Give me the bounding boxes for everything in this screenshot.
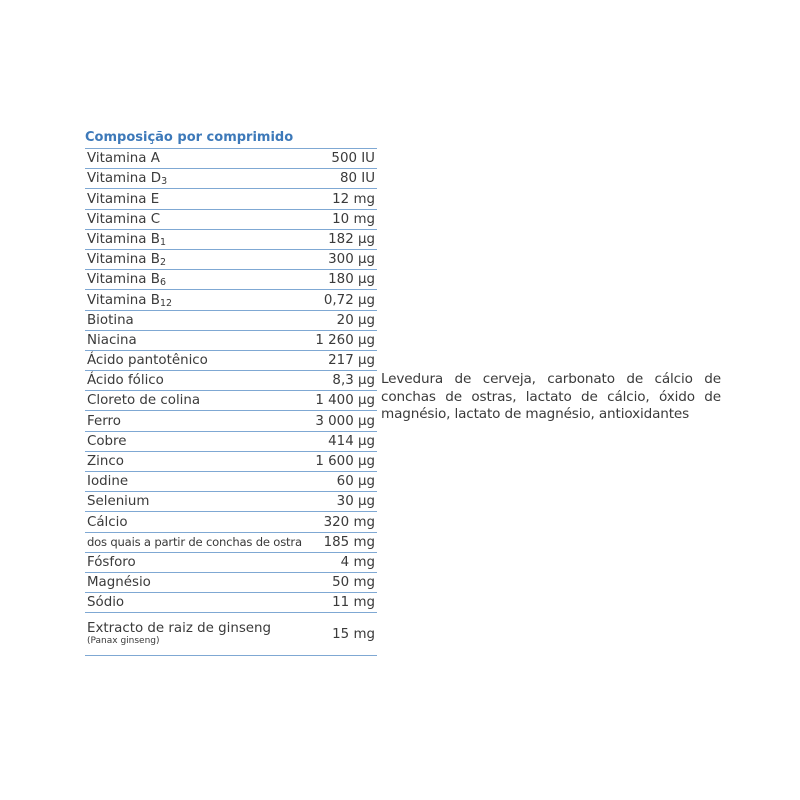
nutrient-amount: 50 mg <box>332 575 375 591</box>
table-row <box>85 552 377 572</box>
table-row <box>85 410 377 430</box>
table-row <box>85 249 377 269</box>
nutrient-amount: 0,72 µg <box>323 292 375 308</box>
table-row <box>85 289 377 309</box>
nutrient-name: Vitamina A <box>87 151 160 167</box>
nutrient-name: Ferro <box>87 413 121 429</box>
table-row <box>85 491 377 511</box>
nutrient-name: Sódio <box>87 595 125 611</box>
nutrient-amount: 180 µg <box>328 272 375 288</box>
table-row <box>85 592 377 612</box>
nutrient-name: Vitamina $B_2$ <box>87 252 166 269</box>
nutrient-name: Ácido pantotênico <box>87 353 208 369</box>
nutrient-name: Niacina <box>87 332 137 348</box>
nutrient-amount: 3 000 µg <box>315 413 375 429</box>
nutrient-name: Fósforo <box>87 554 136 570</box>
table-row <box>85 471 377 491</box>
nutrient-amount: 60 µg <box>336 474 375 490</box>
nutrient-amount: 8,3 µg <box>332 373 375 389</box>
table-row <box>85 269 377 289</box>
nutrient-name: Biotina <box>87 312 134 328</box>
nutrient-name: Cobre <box>87 433 127 449</box>
nutrient-amount: 414 µg <box>328 433 375 449</box>
nutrient-name: Iodine <box>87 474 129 490</box>
nutrient-name: Zinco <box>87 454 124 469</box>
nutrient-name: Vitamina $D_3$ <box>87 171 168 188</box>
table-row <box>85 370 377 390</box>
composition-table <box>85 128 377 656</box>
table-row <box>85 451 377 471</box>
table-row <box>85 229 377 249</box>
nutrient-name: Vitamina $B_6$ <box>87 272 166 289</box>
nutrient-name: Selenium <box>87 494 150 510</box>
botanical-name: (Panax ginseng) <box>87 636 160 647</box>
nutrient-amount: 300 µg <box>328 252 375 268</box>
nutrient-name: Ácido fólico <box>87 373 164 389</box>
nutrient-amount: 1 400 µg <box>315 393 375 409</box>
nutrient-amount: 1 600 µg <box>315 454 375 469</box>
nutrient-name: dos quais a partir de conchas de ostra <box>87 534 302 549</box>
table-title: Composição por comprimido <box>85 130 294 145</box>
nutrient-amount: 12 mg <box>332 191 375 207</box>
table-row <box>85 209 377 229</box>
nutrient-amount: 182 µg <box>328 231 375 247</box>
nutrient-amount: 217 µg <box>328 353 375 369</box>
nutrient-name: Vitamina $B_{12}$ <box>87 292 173 309</box>
nutrient-amount: 500 IU <box>331 151 375 167</box>
table-row <box>85 330 377 350</box>
nutrient-name: Extracto de raiz de ginseng (Panax ginseng) <box>87 621 272 647</box>
nutrient-name: Cálcio <box>87 514 128 530</box>
nutrient-amount: 20 µg <box>336 312 375 328</box>
table-row <box>85 532 377 552</box>
nutrient-amount: 1 260 µg <box>315 332 375 348</box>
table-row <box>85 431 377 451</box>
nutrient-name: Vitamina C <box>87 211 161 227</box>
nutrient-amount: 320 mg <box>323 514 375 530</box>
nutrient-amount: 30 µg <box>336 494 375 510</box>
nutrient-name: Cloreto de colina <box>87 393 201 409</box>
nutrient-amount: 80 IU <box>339 171 375 187</box>
table-row <box>85 572 377 592</box>
nutrient-amount: 4 mg <box>340 554 375 570</box>
ingredients-text: Levedura de cerveja, carbonato de cálcio de conchas de ostras, lactato de cálcio, óxido de magnésio, lactato de magnésio, antioxidantes <box>381 371 721 422</box>
table-row <box>85 168 377 188</box>
table-row <box>85 511 377 531</box>
nutrient-name: Magnésio <box>87 575 151 591</box>
table-row <box>85 310 377 330</box>
table-row <box>85 390 377 410</box>
nutrient-amount: 10 mg <box>332 211 375 227</box>
table-row <box>85 612 377 656</box>
table-row <box>85 148 377 168</box>
nutrient-name: Vitamina E <box>87 191 160 207</box>
table-row <box>85 350 377 370</box>
nutrient-amount: 11 mg <box>332 595 375 611</box>
nutrient-amount: 15 mg <box>332 626 375 642</box>
table-row <box>85 188 377 208</box>
nutrient-amount: 185 mg <box>323 534 375 550</box>
nutrient-name: Vitamina $B_1$ <box>87 231 166 248</box>
